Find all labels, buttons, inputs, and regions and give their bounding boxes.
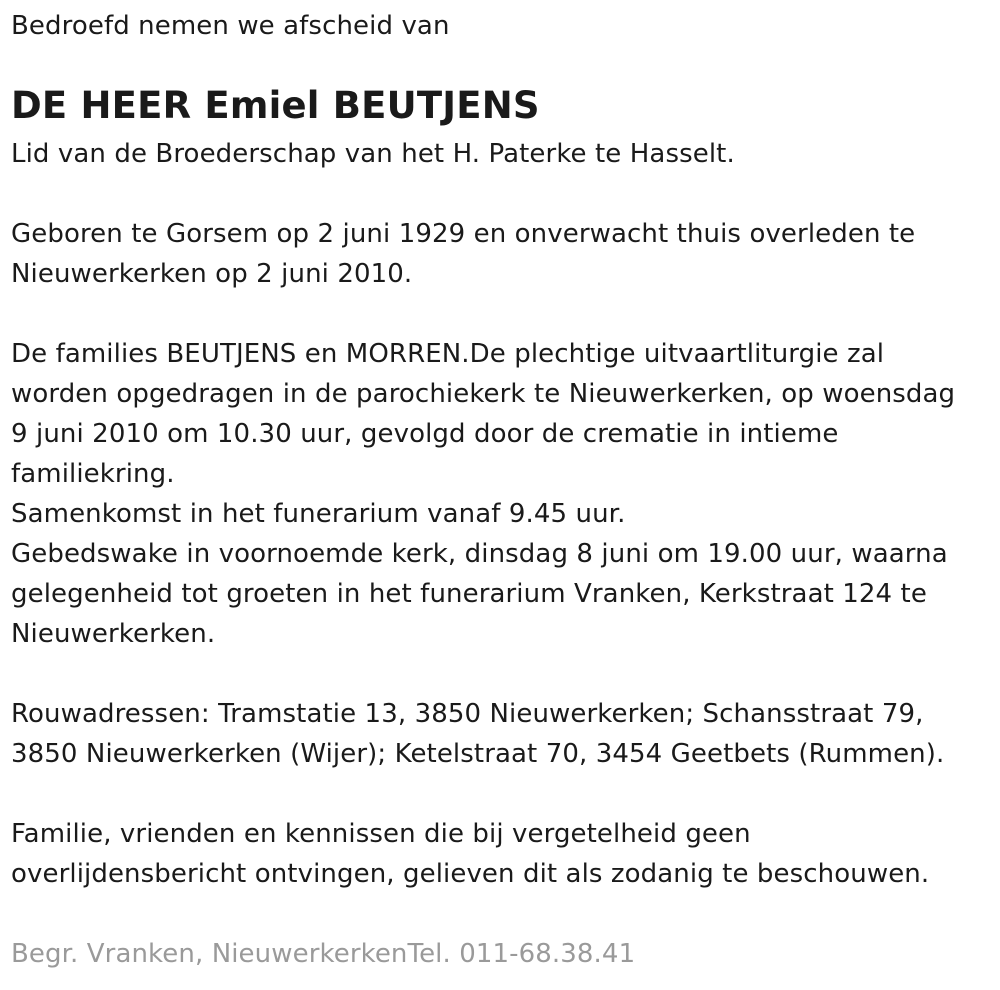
paragraph-line: 9 juni 2010 om 10.30 uur, gevolgd door de crematie in intieme xyxy=(11,419,839,449)
funeral-details-paragraph xyxy=(11,334,955,654)
membership-text: Lid van de Broederschap van het H. Paterke te Hasselt. xyxy=(11,139,735,169)
paragraph-line: Nieuwerkerken. xyxy=(11,619,216,649)
paragraph-line: overlijdensbericht ontvingen, gelieven dit als zodanig te beschouwen. xyxy=(11,859,930,889)
notice-disclaimer-paragraph xyxy=(11,814,929,894)
paragraph-line: worden opgedragen in de parochiekerk te Nieuwerkerken, op woensdag xyxy=(11,379,956,409)
paragraph-line: Nieuwerkerken op 2 juni 2010. xyxy=(11,259,413,289)
paragraph-line: Rouwadressen: Tramstatie 13, 3850 Nieuwerkerken; Schansstraat 79, xyxy=(11,699,924,729)
funeral-home-footer: Begr. Vranken, NieuwerkerkenTel. 011-68.38.41 xyxy=(11,939,636,969)
intro-text: Bedroefd nemen we afscheid van xyxy=(11,11,450,41)
paragraph-line: familiekring. xyxy=(11,459,175,489)
deceased-name: DE HEER Emiel BEUTJENS xyxy=(11,84,540,127)
birth-death-paragraph xyxy=(11,214,915,294)
condolence-addresses-paragraph xyxy=(11,694,944,774)
paragraph-line: De families BEUTJENS en MORREN.De plechtige uitvaartliturgie zal xyxy=(11,339,885,369)
paragraph-line: 3850 Nieuwerkerken (Wijer); Ketelstraat 70, 3454 Geetbets (Rummen). xyxy=(11,739,945,769)
paragraph-line: Geboren te Gorsem op 2 juni 1929 en onverwacht thuis overleden te xyxy=(11,219,916,249)
paragraph-line: Familie, vrienden en kennissen die bij vergetelheid geen xyxy=(11,819,751,849)
paragraph-line: gelegenheid tot groeten in het funerarium Vranken, Kerkstraat 124 te xyxy=(11,579,927,609)
paragraph-line: Gebedswake in voornoemde kerk, dinsdag 8 juni om 19.00 uur, waarna xyxy=(11,539,948,569)
paragraph-line: Samenkomst in het funerarium vanaf 9.45 uur. xyxy=(11,499,626,529)
